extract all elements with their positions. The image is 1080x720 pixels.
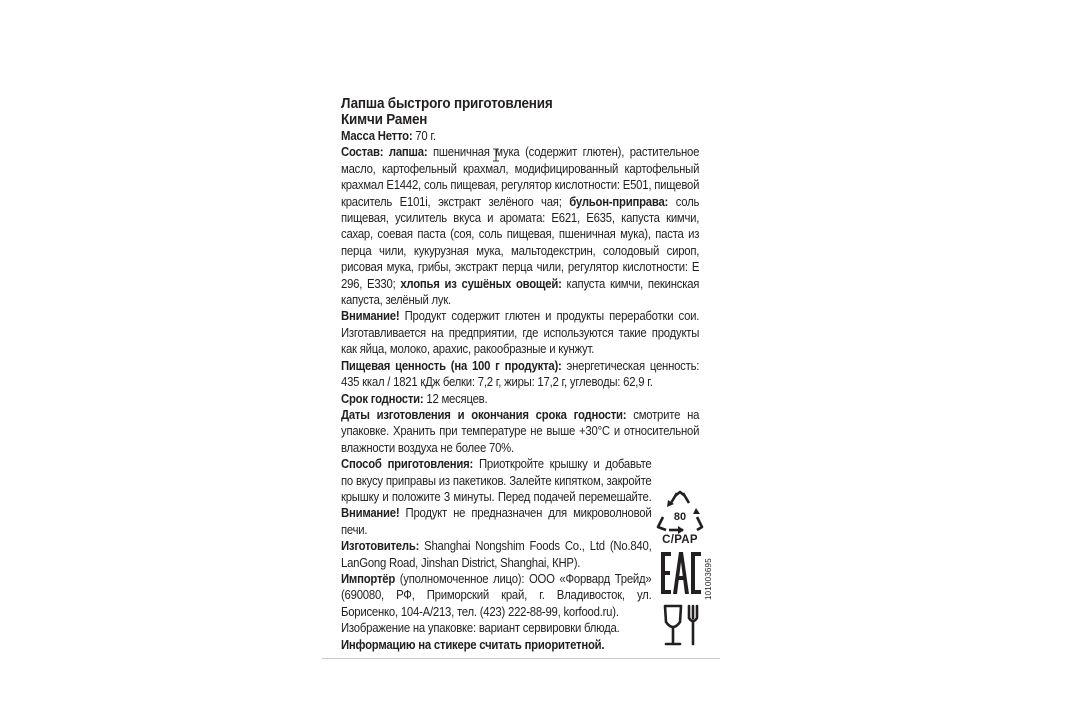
importer-text: (уполномоченное лицо): ООО «Форвард Трейд» (690080, РФ, Приморский край, г. Владивосток, ул. Борисенко, 104-А/213, тел. (423) 222-88-99, korfood.ru).: [341, 571, 652, 619]
noodles-label: лапша:: [383, 145, 428, 160]
warning: [341, 308, 699, 357]
noodles-text: пшеничная мука (содержит глютен), растительное масло, картофельный крахмал, модифицированный картофельный крахмал E1442, соль пищевая, регулятор кислотности: E501, пищевой краситель E101i, экстракт зелёного чая;: [341, 145, 700, 209]
warning-label: Внимание!: [341, 309, 400, 324]
dates: [341, 407, 699, 456]
shelf-life-label: Срок годности:: [341, 391, 424, 406]
dates-text: смотрите на упаковке. Хранить при температуре не выше +30°C и относительной влажности воздуха не более 70%.: [341, 407, 700, 455]
net-mass-value: 70 г.: [412, 129, 436, 143]
product-title: [341, 96, 678, 128]
composition: [341, 144, 699, 308]
preparation-label: Способ приготовления:: [341, 457, 474, 472]
broth-text: соль пищевая, усилитель вкуса и аромата: E621, E635, капуста кимчи, сахар, соевая паста (соя, соль пищевая, пшеничная мука), паста из перца чили, кукурузная мука, мальтодекстрин, солодовый сироп, рисовая мука, грибы, экстракт перца чили, регулятор кислотности: E 296, E330;: [341, 194, 700, 291]
nutrition: [341, 358, 699, 391]
recycle-number: 80: [673, 511, 687, 523]
preparation-warning-label: Внимание!: [341, 506, 400, 521]
sticker-note-text: Информацию на стикере считать приоритетной.: [341, 637, 605, 652]
product-label: [341, 96, 703, 653]
recycle-code: C/PAP: [662, 534, 698, 546]
bottom-divider: [322, 658, 720, 659]
nutrition-label: Пищевая ценность (на 100 г продукта):: [341, 358, 562, 373]
shelf-life: [341, 391, 699, 407]
sticker-note: [341, 637, 652, 653]
eac-mark-icon: [653, 550, 707, 596]
warning-text: Продукт содержит глютен и продукты переработки сои. Изготавливается на предприятии, где используются такие продукты как яйца, молоко, арахис, ракообразные и кунжут.: [341, 309, 700, 357]
importer: [341, 571, 652, 620]
nutrition-text: энергетическая ценность: 435 ккал / 1821 кДж белки: 7,2 г, жиры: 17,2 г, углеводы: 62,9 г.: [341, 358, 700, 390]
shelf-life-value: 12 месяцев.: [423, 391, 488, 406]
barcode-number: 101003695: [704, 558, 713, 600]
net-mass: [341, 128, 699, 144]
importer-label: Импортёр: [341, 571, 396, 586]
label-body: [341, 128, 699, 653]
glass-fork-icon: [653, 602, 707, 648]
preparation: [341, 456, 652, 538]
dates-label: Даты изготовления и окончания срока годности:: [341, 407, 627, 422]
flakes-text: капуста кимчи, пекинская капуста, зелёный лук.: [341, 276, 700, 308]
package-symbols: [653, 490, 707, 648]
net-mass-label: Масса Нетто:: [341, 129, 413, 143]
manufacturer: [341, 538, 652, 571]
composition-label: Состав:: [341, 145, 384, 160]
product-title-line1: Лапша быстрого приготовления: [341, 96, 553, 112]
recycle-triangle-icon: [653, 490, 707, 534]
flakes-label: хлопья из сушёных овощей:: [395, 276, 562, 291]
manufacturer-text: Shanghai Nongshim Foods Co., Ltd (No.840, LanGong Road, Jinshan District, Shanghai, КНР).: [341, 539, 652, 570]
manufacturer-label: Изготовитель:: [341, 539, 420, 554]
text-cursor-icon: [492, 148, 500, 167]
preparation-warning-text: Продукт не предназначен для микроволновой печи.: [341, 506, 652, 537]
preparation-text: Приоткройте крышку и добавьте по вкусу приправы из пакетиков. Залейте кипятком, закройте крышку и положите 3 минуты. Перед подачей перемешайте.: [341, 457, 652, 504]
image-note: Изображение на упаковке: вариант сервировки блюда.: [341, 621, 620, 636]
product-title-line2: Кимчи Рамен: [341, 112, 428, 128]
broth-label: бульон-приправа:: [561, 194, 669, 209]
